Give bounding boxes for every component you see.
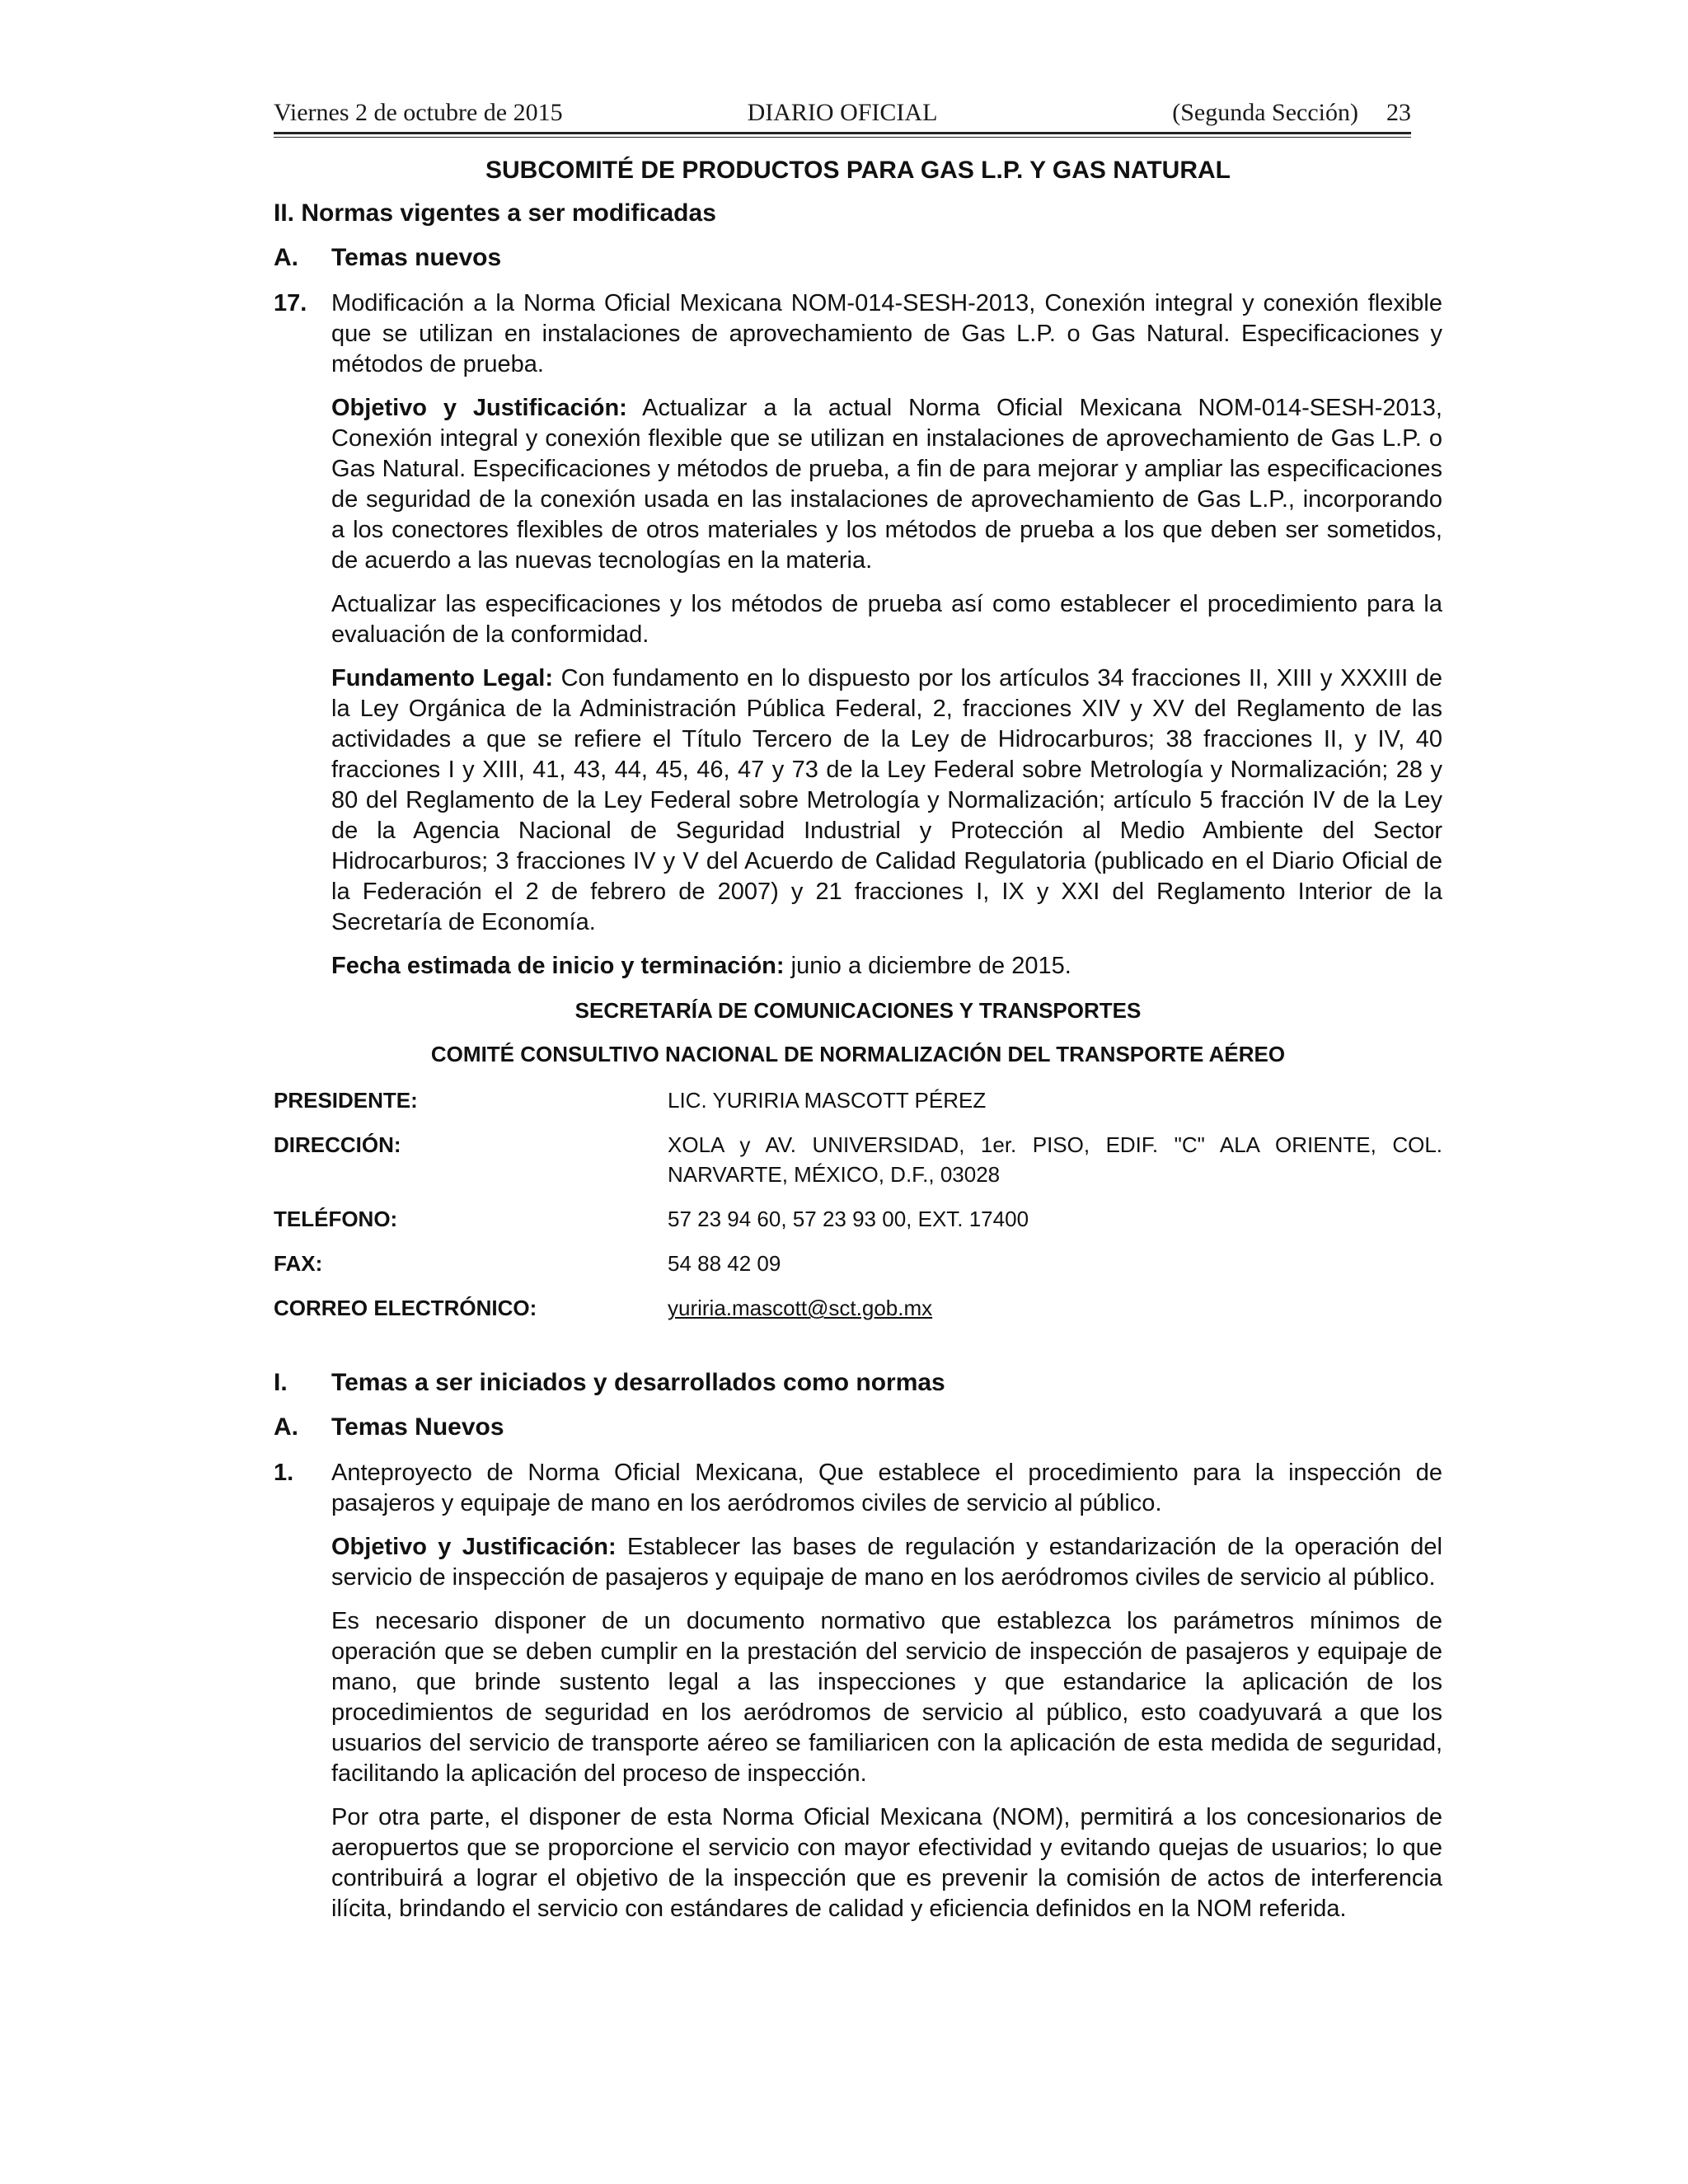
section-heading-topics-to-start [274,1369,1442,1397]
subsection-label: A. [274,244,298,271]
info-row-email [274,1293,1442,1323]
list-item [274,1458,1442,1519]
legal-label: Fundamento Legal: [331,665,553,691]
subcommittee-title: SUBCOMITÉ DE PRODUCTOS PARA GAS L.P. Y GAS NATURAL [485,157,1231,184]
secretariat-title: SECRETARÍA DE COMUNICACIONES Y TRANSPORTES [574,998,1142,1023]
header-rule-thin [274,137,1411,138]
estimated-date-label: Fecha estimada de inicio y terminación: [331,953,785,979]
section-heading-text: II. Normas vigentes a ser modificadas [274,199,716,227]
legal-text: Con fundamento en lo dispuesto por los artículos 34 fracciones II, XIII y XXXIII de la Ley Orgánica de la Administración Pública Federal, 2, fracciones XIV y XV del Reglamento de las actividades a que se refiere el Título Tercero de la Ley de Hidrocarburos; 38 fracciones II, y IV, 40 fracciones I y XIII, 41, 43, 44, 45, 46, 47 y 73 de la Ley Federal sobre Metrología y Normalización; 28 y 80 del Reglamento de la Ley Federal sobre Metrología y Normalización; artículo 5 fracción IV de la Ley de la Agencia Nacional de Seguridad Industrial y Protección al Medio Ambiente del Sector Hidrocarburos; 3 fracciones IV y V del Acuerdo de Calidad Regulatoria (publicado en el Diario Oficial de la Federación el 2 de febrero de 2007) y 21 fracciones I, IX y XXI del Reglamento Interior de la Secretaría de Economía. [331,665,1442,935]
item-text: Anteproyecto de Norma Oficial Mexicana, Que establece el procedimiento para la inspección de pasajeros y equipaje de mano en los aeródromos civiles de servicio al público. [331,1460,1442,1516]
section-spacer [274,1338,1442,1369]
objective-text: Actualizar a la actual Norma Oficial Mexicana NOM-014-SESH-2013, Conexión integral y conexión flexible que se utilizan en instalaciones de aprovechamiento de Gas L.P. o Gas Natural. Especificaciones y métodos de prueba, a fin de para mejorar y ampliar las especificaciones de seguridad de la conexión usada en las instalaciones de aprovechamiento de Gas L.P., incorporando a los conectores flexibles de otros materiales y los métodos de prueba a los que deben ser sometidos, de acuerdo a las nuevas tecnologías en la materia. [331,395,1442,574]
list-item [274,288,1442,380]
email-label: CORREO ELECTRÓNICO: [274,1296,537,1320]
header-publication: DIARIO OFICIAL [747,99,938,126]
objective-label: Objetivo y Justificación: [331,395,627,421]
president-label: PRESIDENTE: [274,1088,418,1113]
item-number: 1. [274,1460,294,1486]
legal-basis-paragraph [331,663,1442,938]
header-date: Viernes 2 de octubre de 2015 [274,99,563,126]
objective-paragraph [331,393,1442,576]
info-row-phone [274,1204,1442,1234]
update-paragraph: Actualizar las especificaciones y los métodos de prueba así como establecer el procedimiento para la evaluación de la conformidad. [331,591,1442,648]
section-label: I. [274,1369,288,1396]
item-number: 17. [274,290,307,316]
info-row-president [274,1085,1442,1115]
running-header [274,94,1411,132]
estimated-date-paragraph [331,951,1442,982]
email-link[interactable]: yuriria.mascott@sct.gob.mx [668,1296,933,1320]
page-number: 23 [1386,99,1411,126]
subsection-heading-new-topics [274,244,1442,272]
committee-info [274,1085,1442,1323]
subsection-heading-new-topics-2 [274,1413,1442,1441]
document-body [274,157,1442,1938]
objective-text: Establecer las bases de regulación y estandarización de la operación del servicio de inspección de pasajeros y equipaje de mano en los aeródromos civiles de servicio al público. [331,1534,1442,1591]
email-value-wrap [668,1293,1442,1323]
committee-title: COMITÉ CONSULTIVO NACIONAL DE NORMALIZACIÓN DEL TRANSPORTE AÉREO [430,1042,1286,1066]
objective-label: Objetivo y Justificación: [331,1534,617,1560]
section-heading-modified-norms [274,199,1442,227]
phone-value: 57 23 94 60, 57 23 93 00, EXT. 17400 [668,1207,1029,1231]
header-section: (Segunda Sección) [1172,99,1358,126]
item-text: Modificación a la Norma Oficial Mexicana NOM-014-SESH-2013, Conexión integral y conexión flexible que se utilizan en instalaciones de aprovechamiento de Gas L.P. o Gas Natural. Especificaciones y métodos de prueba. [331,290,1442,377]
objective-paragraph [331,1532,1442,1593]
estimated-date-text: junio a diciembre de 2015. [784,953,1071,979]
section-title: Temas a ser iniciados y desarrollados como normas [331,1369,945,1396]
necessity-paragraph: Es necesario disponer de un documento normativo que establezca los parámetros mínimos de operación que se deben cumplir en la prestación del servicio de inspección de pasajeros y equipaje de mano, que brinde sustento legal a las inspecciones y que estandarice la aplicación de los procedimientos de seguridad en los aeródromos de servicio al público, esto coadyuvará a que los usuarios del servicio de transporte aéreo se familiaricen con la aplicación de esta medida de seguridad, facilitando la aplicación del proceso de inspección. [331,1608,1442,1787]
info-row-address [274,1130,1442,1189]
info-row-fax [274,1249,1442,1278]
fax-value: 54 88 42 09 [668,1251,781,1276]
fax-label: FAX: [274,1251,323,1276]
address-label: DIRECCIÓN: [274,1132,401,1157]
president-value: LIC. YURIRIA MASCOTT PÉREZ [668,1088,987,1113]
benefit-paragraph: Por otra parte, el disponer de esta Norma Oficial Mexicana (NOM), permitirá a los concesionarios de aeropuertos que se proporcione el servicio con mayor efectividad y evitando quejas de usuarios; lo que contribuirá a lograr el objetivo de la inspección que es prevenir la comisión de actos de interferencia ilícita, brindando el servicio con estándares de calidad y eficiencia definidos en la NOM referida. [331,1804,1442,1922]
address-value: XOLA y AV. UNIVERSIDAD, 1er. PISO, EDIF. "C" ALA ORIENTE, COL. NARVARTE, MÉXICO, D.F., 03028 [668,1132,1442,1187]
subsection-title: Temas nuevos [331,244,502,271]
header-section-page [1172,99,1411,127]
header-rule-thick [274,132,1411,134]
subsection-label: A. [274,1413,298,1441]
phone-label: TELÉFONO: [274,1207,398,1231]
subsection-title: Temas Nuevos [331,1413,504,1441]
